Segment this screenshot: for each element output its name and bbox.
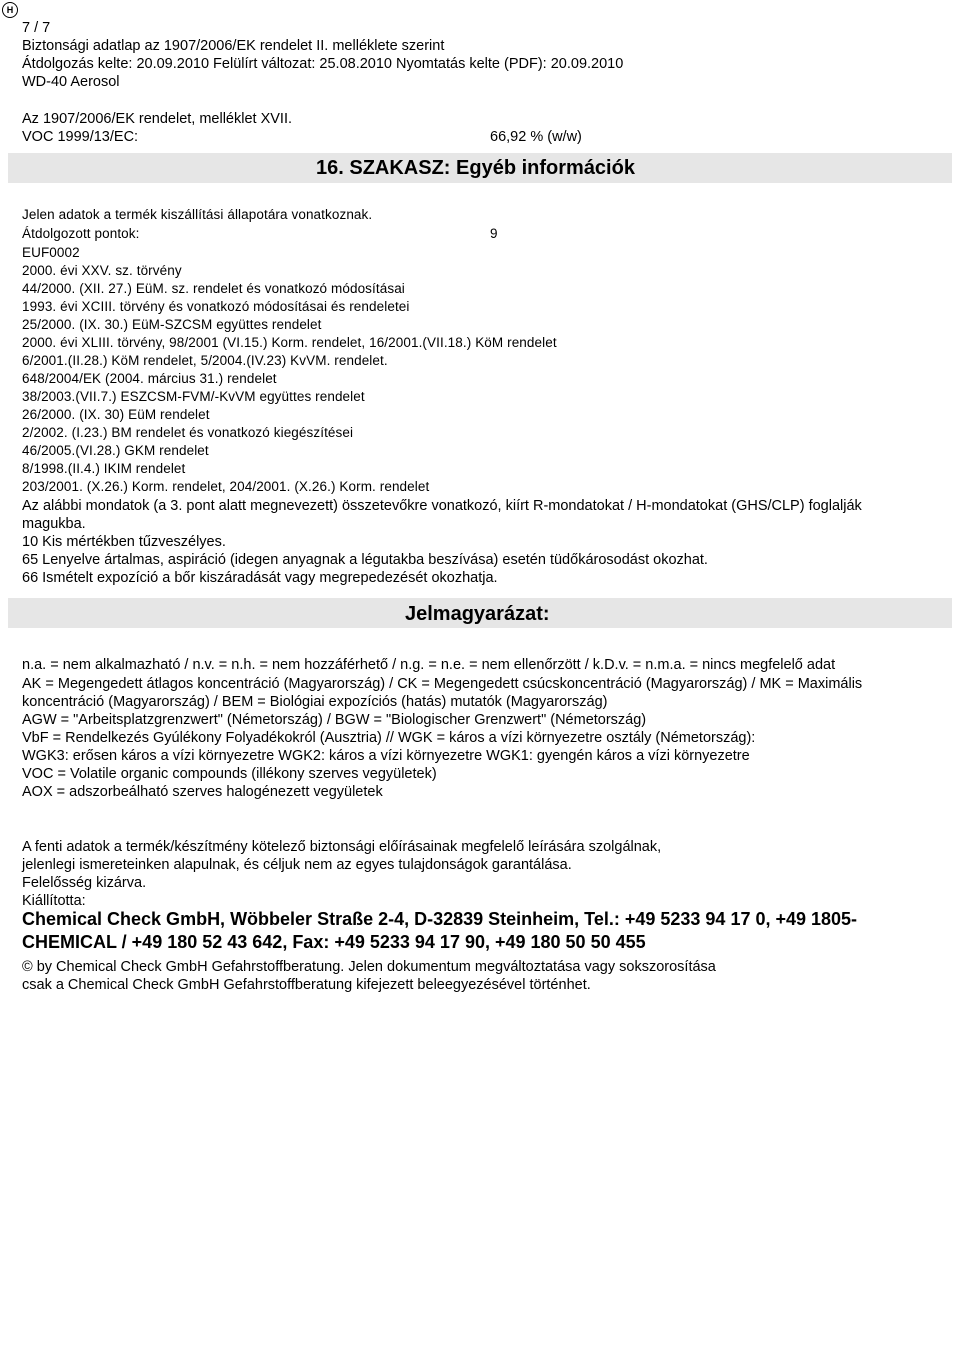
page-number: 7 / 7 bbox=[22, 20, 51, 36]
voc-label: VOC 1999/13/EC: bbox=[22, 129, 139, 145]
phrase-item: 65 Lenyelve ártalmas, aspiráció (idegen anyagnak a légutakba beszívása) esetén tüdőkárosodást okozhat. bbox=[22, 552, 708, 568]
disclaimer-line: jelenlegi ismereteinken alapulnak, és céljuk nem az egyes tulajdonságok garantálása. bbox=[22, 857, 572, 873]
regulation-line: Az 1907/2006/EK rendelet, melléklet XVII. bbox=[22, 111, 293, 127]
header-product: WD-40 Aerosol bbox=[22, 74, 120, 90]
phrase-item: 10 Kis mértékben tűzveszélyes. bbox=[22, 534, 226, 550]
header-dates: Átdolgozás kelte: 20.09.2010 Felülírt változat: 25.08.2010 Nyomtatás kelte (PDF): 20.09.2010 bbox=[22, 56, 624, 72]
revised-value: 9 bbox=[490, 226, 498, 241]
regulation-item: 2000. évi XXV. sz. törvény bbox=[22, 263, 182, 278]
regulation-item: 8/1998.(II.4.) IKIM rendelet bbox=[22, 461, 186, 476]
legend-title: Jelmagyarázat: bbox=[405, 603, 550, 625]
phrases-intro-cont: magukba. bbox=[22, 516, 86, 532]
legend-line: n.a. = nem alkalmazható / n.v. = n.h. = nem hozzáférhető / n.g. = n.e. = nem ellenőrzött / k.D.v. = n.m.a. = nincs megfelelő adat bbox=[22, 657, 836, 673]
legend-line: AOX = adszorbeálható szerves halogénezett vegyületek bbox=[22, 784, 383, 800]
phrase-item: 66 Ismételt expozíció a bőr kiszáradását vagy megrepedezését okozhatja. bbox=[22, 570, 498, 586]
liability-line: Felelősség kizárva. bbox=[22, 875, 147, 891]
regulation-item: 648/2004/EK (2004. március 31.) rendelet bbox=[22, 371, 277, 386]
section-intro: Jelen adatok a termék kiszállítási állapotára vonatkoznak. bbox=[22, 207, 373, 222]
phrases-intro: Az alábbi mondatok (a 3. pont alatt megnevezett) összetevőkre vonatkozó, kiírt R-mondatokat / H-mondatokat (GHS/CLP) foglalják bbox=[22, 498, 862, 514]
regulation-item: 2000. évi XLIII. törvény, 98/2001 (VI.15.) Korm. rendelet, 16/2001.(VII.18.) KöM rendelet bbox=[22, 335, 557, 350]
regulation-item: 46/2005.(VI.28.) GKM rendelet bbox=[22, 443, 209, 458]
regulation-item: 44/2000. (XII. 27.) EüM. sz. rendelet és vonatkozó módosításai bbox=[22, 281, 405, 296]
copyright-line: csak a Chemical Check GmbH Gefahrstoffberatung kifejezett beleegyezésével történhet. bbox=[22, 977, 591, 993]
regulation-item: 38/2003.(VII.7.) ESZCSM-FVM/-KvVM együttes rendelet bbox=[22, 389, 365, 404]
section-16-title: 16. SZAKASZ: Egyéb információk bbox=[316, 157, 635, 179]
revised-label: Átdolgozott pontok: bbox=[22, 226, 140, 241]
regulation-item: 203/2001. (X.26.) Korm. rendelet, 204/2001. (X.26.) Korm. rendelet bbox=[22, 479, 430, 494]
legend-line: AK = Megengedett átlagos koncentráció (Magyarország) / CK = Megengedett csúcskoncentráció (Magyarország) / MK = Maximális bbox=[22, 676, 863, 692]
legend-line: AGW = "Arbeitsplatzgrenzwert" (Németország) / BGW = "Biologischer Grenzwert" (Németország) bbox=[22, 712, 647, 728]
regulation-item: 6/2001.(II.28.) KöM rendelet, 5/2004.(IV.23) KvVM. rendelet. bbox=[22, 353, 388, 368]
legend-line: koncentráció (Magyarország) / BEM = Biológiai expozíciós (hatás) mutatók (Magyarország) bbox=[22, 694, 608, 710]
regulation-item: 1993. évi XCIII. törvény és vonatkozó módosításai és rendeletei bbox=[22, 299, 410, 314]
legend-line: VOC = Volatile organic compounds (illékony szerves vegyületek) bbox=[22, 766, 437, 782]
legend-line: VbF = Rendelkezés Gyúlékony Folyadékokról (Ausztria) // WGK = káros a vízi környezetre osztály (Németország): bbox=[22, 730, 756, 746]
regulation-item: 25/2000. (IX. 30.) EüM-SZCSM együttes rendelet bbox=[22, 317, 322, 332]
regulation-item: 2/2002. (I.23.) BM rendelet és vonatkozó kiegészítései bbox=[22, 425, 354, 440]
issuer-label: Kiállította: bbox=[22, 893, 86, 909]
issuer-contacts: CHEMICAL / +49 180 52 43 642, Fax: +49 5233 94 17 90, +49 180 50 50 455 bbox=[22, 932, 646, 952]
regulation-item: EUF0002 bbox=[22, 245, 80, 260]
issuer-address: Chemical Check GmbH, Wöbbeler Straße 2-4, D-32839 Steinheim, Tel.: +49 5233 94 17 0, +49 1805- bbox=[22, 909, 858, 929]
legend-line: WGK3: erősen káros a vízi környezetre WGK2: káros a vízi környezetre WGK1: gyengén káros a vízi környezetre bbox=[22, 748, 750, 764]
regulation-item: 26/2000. (IX. 30) EüM rendelet bbox=[22, 407, 210, 422]
header-title: Biztonsági adatlap az 1907/2006/EK rendelet II. melléklete szerint bbox=[22, 38, 445, 54]
voc-value: 66,92 % (w/w) bbox=[490, 129, 582, 145]
hungary-h-icon: H bbox=[2, 2, 18, 18]
copyright-line: © by Chemical Check GmbH Gefahrstoffberatung. Jelen dokumentum megváltoztatása vagy sokszorosítása bbox=[22, 959, 716, 975]
disclaimer-line: A fenti adatok a termék/készítmény kötelező biztonsági előírásainak megfelelő leírására szolgálnak, bbox=[22, 839, 662, 855]
